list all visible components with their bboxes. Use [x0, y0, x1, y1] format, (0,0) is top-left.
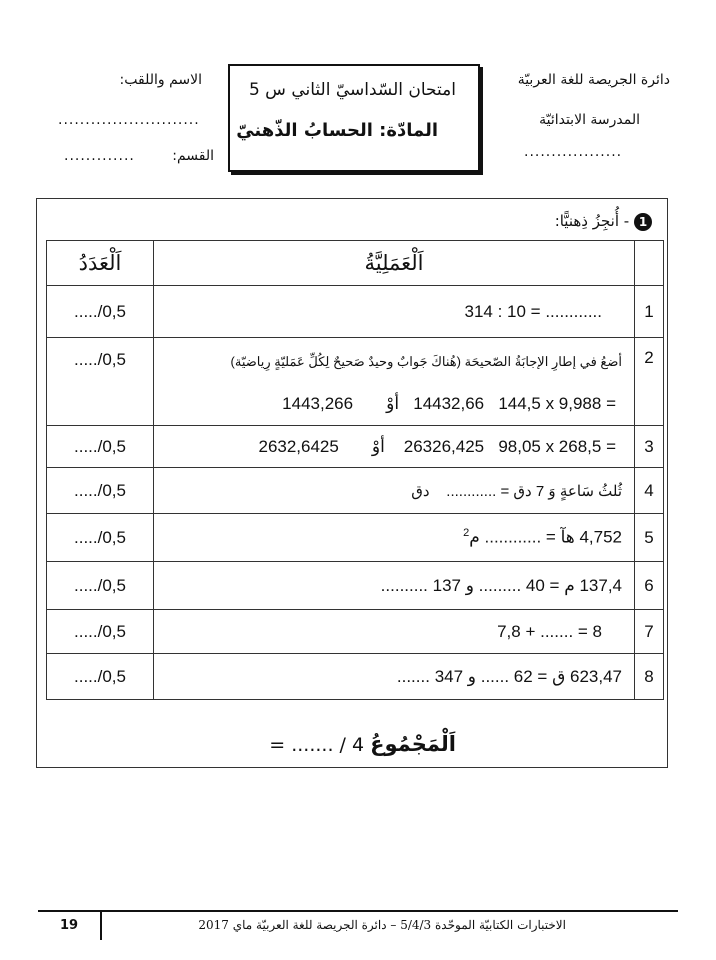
unit-label: م [469, 527, 480, 547]
subject-title: المادّة: الحسابُ الذّهنيّ [236, 120, 438, 141]
row-number: 1 [635, 286, 664, 338]
choice-option-1[interactable]: 14432,66 [413, 393, 485, 413]
page-number: 19 [60, 918, 79, 933]
row-number: 8 [635, 654, 664, 700]
exercise-table [46, 240, 664, 700]
operation-text: 7,8 + ....... = 8 [497, 621, 602, 641]
exercise-number-badge: 1 [634, 213, 652, 231]
exam-title-box [228, 64, 480, 172]
score-cell[interactable]: 0,5/..... [47, 338, 154, 426]
operation-text: 144,5 x 9,988 = [498, 393, 616, 413]
footer-text: الاختبارات الكتابيّة الموحّدة 5/4/3 – دائرة الجريصة للغة العربيّة ماي 2017 [198, 918, 566, 932]
class-label: القسم: [172, 148, 214, 164]
operation-cell [154, 514, 635, 562]
header-num-cell [635, 241, 664, 286]
table-row [47, 468, 664, 514]
table-header-row [47, 241, 664, 286]
operation-text: 623,47 ق = 62 ...... و 347 ....... [396, 666, 622, 686]
score-cell[interactable]: 0,5/..... [47, 514, 154, 562]
operation-text: 98,05 x 268,5 = [498, 436, 616, 456]
total-value[interactable]: = ....... / 4 [269, 734, 365, 756]
class-field[interactable]: ............. [64, 148, 135, 164]
operation-cell [154, 286, 635, 338]
exercise-heading [555, 212, 652, 231]
score-cell[interactable]: 0,5/..... [47, 610, 154, 654]
or-label: أوْ [371, 436, 385, 456]
answer-blank[interactable]: ............ [484, 527, 542, 547]
choice-option-2[interactable]: 1443,266 [282, 393, 354, 413]
score-cell[interactable]: 0,5/..... [47, 426, 154, 468]
choice-option-2[interactable]: 2632,6425 [258, 436, 339, 456]
table-row [47, 338, 664, 426]
operation-cell [154, 426, 635, 468]
answer-blank[interactable]: ............ [446, 482, 497, 500]
table-row [47, 610, 664, 654]
operation-text: 4,752 هآ = [541, 527, 622, 547]
header-operation: اَلْعَمَلِيَّةُ [154, 241, 635, 286]
school-district-label: دائرة الجريصة للغة العربيّة [517, 72, 670, 88]
operation-text: ثُلثُ سَاعةٍ وَ 7 دق = [496, 482, 622, 500]
school-name-label: المدرسة الابتدائيّة [539, 112, 640, 128]
operation-cell [154, 468, 635, 514]
name-label: الاسم واللقب: [119, 72, 202, 88]
operation-cell [154, 654, 635, 700]
school-name-field[interactable]: .................. [524, 144, 623, 160]
operation-cell [154, 338, 635, 426]
row-number: 4 [635, 468, 664, 514]
table-row [47, 514, 664, 562]
header-score: اَلْعَدَدُ [47, 241, 154, 286]
footer-divider [100, 910, 102, 940]
operation-text: 314 : 10 = ............ [464, 301, 602, 321]
or-label: أوْ [386, 393, 400, 413]
unit-label: دق [411, 482, 430, 500]
table-row [47, 562, 664, 610]
table-row [47, 286, 664, 338]
footer-rule [38, 910, 678, 912]
exam-title: امتحان السّداسيّ الثاني س 5 [248, 80, 456, 100]
row-number: 2 [635, 338, 664, 426]
operation-cell [154, 562, 635, 610]
row-number: 6 [635, 562, 664, 610]
operation-text: 137,4 م = 40 ......... و 137 .......... [380, 575, 622, 595]
table-row [47, 426, 664, 468]
score-cell[interactable]: 0,5/..... [47, 562, 154, 610]
row-number: 3 [635, 426, 664, 468]
score-cell[interactable]: 0,5/..... [47, 468, 154, 514]
unit-exponent: 2 [463, 527, 470, 540]
operation-cell [154, 610, 635, 654]
score-cell[interactable]: 0,5/..... [47, 654, 154, 700]
total-label: اَلْمَجْمُوعُ [370, 732, 456, 756]
table-row [47, 654, 664, 700]
row-number: 5 [635, 514, 664, 562]
score-cell[interactable]: 0,5/..... [47, 286, 154, 338]
instruction-text: أضعُ في إطارِ الإجابَةُ الصّحيحَة (هُناكَ جَوابٌ وحيدٌ صَحيحٌ لِكُلِّ عَمَليّةٍ رِياضيّة) [230, 353, 622, 369]
row-number: 7 [635, 610, 664, 654]
exercise-title: - أُنجِزُ ذِهنيًّا: [554, 212, 630, 230]
total-line [269, 732, 456, 756]
name-field[interactable]: .......................... [58, 112, 200, 128]
choice-option-1[interactable]: 26326,425 [403, 436, 485, 456]
